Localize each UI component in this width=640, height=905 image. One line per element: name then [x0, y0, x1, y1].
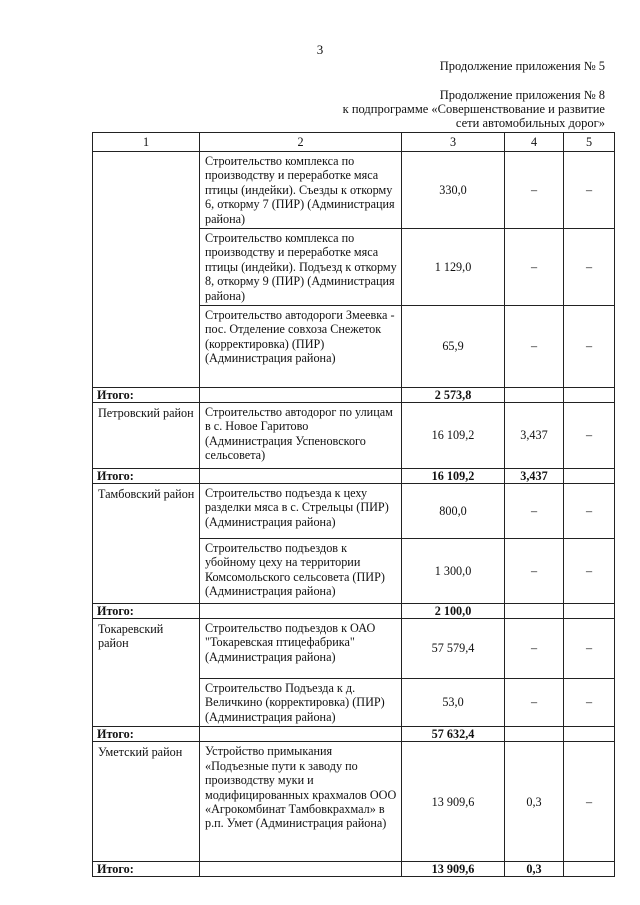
total-amount: 57 632,4	[402, 727, 505, 742]
project-description: Строительство подъезда к цеху разделки мяса в с. Стрельцы (ПИР) (Администрация района)	[200, 484, 402, 539]
empty-cell	[564, 388, 615, 403]
total-label: Итого:	[93, 862, 200, 877]
total-amount: 2 573,8	[402, 388, 505, 403]
column-header: 1	[93, 133, 200, 152]
continuation-appendix-8-title: Продолжение приложения № 8	[439, 88, 605, 102]
total-amount: 13 909,6	[402, 862, 505, 877]
total-amount: 2 100,0	[402, 604, 505, 619]
empty-cell	[200, 727, 402, 742]
total-row	[93, 727, 615, 742]
total-label: Итого:	[93, 469, 200, 484]
col4-cell: –	[505, 539, 564, 604]
project-description: Строительство подъездов к ОАО "Токаревская птицефабрика" (Администрация района)	[200, 619, 402, 679]
empty-cell	[564, 469, 615, 484]
district-name: Петровский район	[93, 403, 200, 469]
table-row	[93, 306, 615, 388]
amount-cell: 330,0	[402, 152, 505, 229]
district-name: Токаревский район	[93, 619, 200, 679]
empty-cell	[505, 604, 564, 619]
empty-cell	[505, 388, 564, 403]
col4-cell: –	[505, 619, 564, 679]
total-amount: 16 109,2	[402, 469, 505, 484]
roads-table	[92, 132, 615, 877]
amount-cell: 65,9	[402, 306, 505, 388]
table-row	[93, 229, 615, 306]
amount-cell: 800,0	[402, 484, 505, 539]
total-row	[93, 469, 615, 484]
col4-cell: –	[505, 484, 564, 539]
table-row	[93, 403, 615, 469]
subprogram-line-2: сети автомобильных дорог»	[455, 116, 605, 130]
col4-cell: –	[505, 679, 564, 727]
project-description: Строительство комплекса по производству и переработке мяса птицы (индейки). Подъезд к откорму 8, откорму 9 (ПИР) (Администрация района)	[200, 229, 402, 306]
amount-cell: 16 109,2	[402, 403, 505, 469]
empty-cell	[200, 469, 402, 484]
column-header: 5	[564, 133, 615, 152]
district-name: Уметский район	[93, 742, 200, 862]
amount-cell: 1 300,0	[402, 539, 505, 604]
empty-cell	[564, 862, 615, 877]
amount-cell: 57 579,4	[402, 619, 505, 679]
project-description: Строительство подъездов к убойному цеху на территории Комсомольского сельсовета (ПИР) (Администрация района)	[200, 539, 402, 604]
column-header: 4	[505, 133, 564, 152]
total-row	[93, 862, 615, 877]
table-row	[93, 152, 615, 229]
total-row	[93, 388, 615, 403]
col4-cell: –	[505, 306, 564, 388]
col4-cell: 0,3	[505, 742, 564, 862]
empty-cell	[564, 727, 615, 742]
col5-cell: –	[564, 742, 615, 862]
page-number: 3	[316, 42, 324, 57]
table-row	[93, 679, 615, 727]
amount-cell: 13 909,6	[402, 742, 505, 862]
empty-cell	[505, 727, 564, 742]
amount-cell: 1 129,0	[402, 229, 505, 306]
total-label: Итого:	[93, 604, 200, 619]
empty-cell	[564, 604, 615, 619]
empty-cell	[200, 388, 402, 403]
district-cell	[93, 679, 200, 727]
table-row	[93, 619, 615, 679]
total-col4: 0,3	[505, 862, 564, 877]
continuation-appendix-8	[343, 88, 605, 130]
col5-cell: –	[564, 679, 615, 727]
col4-cell: –	[505, 152, 564, 229]
district-cell	[93, 539, 200, 604]
total-label: Итого:	[93, 388, 200, 403]
col4-cell: –	[505, 229, 564, 306]
table-row	[93, 484, 615, 539]
total-row	[93, 604, 615, 619]
project-description: Строительство автодорог по улицам в с. Новое Гаритово (Администрация Успеновского сельсовета)	[200, 403, 402, 469]
district-cell	[93, 306, 200, 388]
col5-cell: –	[564, 539, 615, 604]
table-row	[93, 539, 615, 604]
column-numbers-row	[93, 133, 615, 152]
continuation-appendix-5: Продолжение приложения № 5	[439, 59, 605, 73]
total-label: Итого:	[93, 727, 200, 742]
col5-cell: –	[564, 403, 615, 469]
empty-cell	[200, 604, 402, 619]
col5-cell: –	[564, 619, 615, 679]
subprogram-line-1: к подпрограмме «Совершенствование и развитие	[342, 102, 605, 116]
col4-cell: 3,437	[505, 403, 564, 469]
district-cell	[93, 229, 200, 306]
col5-cell: –	[564, 152, 615, 229]
district-name: Тамбовский район	[93, 484, 200, 539]
column-header: 3	[402, 133, 505, 152]
col5-cell: –	[564, 306, 615, 388]
col5-cell: –	[564, 229, 615, 306]
col5-cell: –	[564, 484, 615, 539]
project-description: Устройство примыкания «Подъезные пути к заводу по производству муки и модифицированных крахмалов ООО «Агрокомбинат Тамбовкрахмал» в р.п. Умет (Администрация района)	[200, 742, 402, 862]
table-row	[93, 742, 615, 862]
empty-cell	[200, 862, 402, 877]
project-description: Строительство Подъезда к д. Величкино (корректировка) (ПИР) (Администрация района)	[200, 679, 402, 727]
district-cell	[93, 152, 200, 229]
total-col4: 3,437	[505, 469, 564, 484]
project-description: Строительство автодороги Змеевка - пос. Отделение совхоза Снежеток (корректировка) (ПИР) (Администрация района)	[200, 306, 402, 388]
amount-cell: 53,0	[402, 679, 505, 727]
column-header: 2	[200, 133, 402, 152]
project-description: Строительство комплекса по производству и переработке мяса птицы (индейки). Съезды к откорму 6, откорму 7 (ПИР) (Администрация района)	[200, 152, 402, 229]
